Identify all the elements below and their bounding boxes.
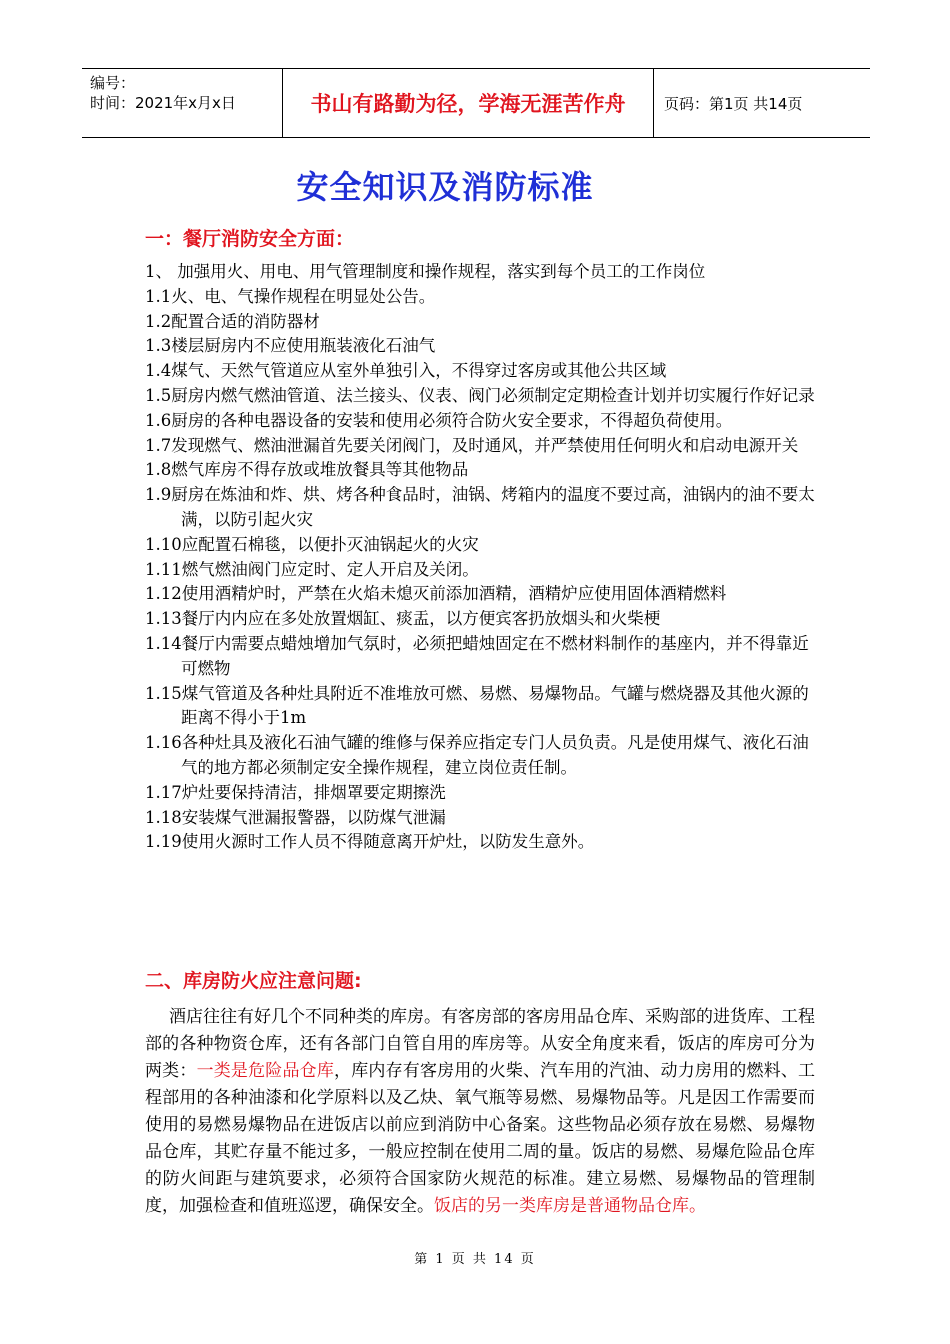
list-item: 1.3楼层厨房内不应使用瓶装液化石油气 [145, 336, 436, 356]
list-item: 1.10应配置石棉毯，以便扑灭油锅起火的火灾 [145, 534, 479, 554]
list-item: 1.8燃气库房不得存放或堆放餐具等其他物品 [145, 460, 469, 480]
paragraph-text: ，库内存有客房用的火柴、汽车用的汽油、动力房用的燃料、工程部用的各种油漆和化学原料以及乙炔、氧气瓶等易燃、易爆物品等。凡是因工作需要而使用的易燃易爆物品在进饭店以前应到消防中心备案。这些物品必须存放在易燃、易爆物品仓库，其贮存量不能过多，一般应控制在使用二周的量。饭店的易燃、易爆危险品仓库的防火间距与建筑要求，必须符合国家防火规范的标准。建立易燃、易爆物品的管理制度，加强检查和值班巡逻，确保安全。 [145, 1061, 816, 1216]
list-item: 1.11燃气燃油阀门应定时、定人开启及关闭。 [145, 559, 479, 579]
storage-paragraph [145, 1004, 815, 1220]
document-number-label: 编号： [90, 74, 136, 92]
list-item: 1.7发现燃气、燃油泄漏首先要关闭阀门，及时通风，并严禁使用任何明火和启动电源开关 [145, 435, 799, 455]
page-footer: 第 1 页 共 14 页 [414, 1252, 536, 1267]
paragraph-text: 酒店往往有好几个不同种类的库房。有客房部的客房用品仓库、采购部的进货库、工程部的各种物资仓库，还有各部门自管自用的库房等。从安全角度来看，饭店的库房可分为两类： [145, 1007, 815, 1081]
list-item: 1.5厨房内燃气燃油管道、法兰接头、仪表、阀门必须制定定期检查计划并切实履行作好记录 [145, 385, 815, 405]
highlight-general-warehouse: 饭店的另一类库房是普通物品仓库。 [434, 1196, 706, 1216]
list-item: 1.9厨房在炼油和炸、烘、烤各种食品时，油锅、烤箱内的温度不要过高，油锅内的油不要太满，以防引起火灾 [145, 485, 815, 529]
list-item: 1.19使用火源时工作人员不得随意离开炉灶，以防发生意外。 [145, 832, 595, 852]
header-meta [82, 69, 282, 137]
restaurant-rules-list [145, 260, 825, 855]
list-item: 1、 加强用火、用电、用气管理制度和操作规程，落实到每个员工的工作岗位 [145, 262, 706, 281]
section-heading-storage: 二、库房防火应注意问题: [145, 970, 362, 992]
document-title: 安全知识及消防标准 [296, 168, 594, 206]
document-time-label: 时间：2021年x月x日 [90, 94, 236, 112]
section-heading-restaurant: 一：餐厅消防安全方面： [145, 228, 355, 250]
list-item: 1.13餐厅内内应在多处放置烟缸、痰盂，以方便宾客扔放烟头和火柴梗 [145, 609, 661, 629]
list-item: 1.17炉灶要保持清洁，排烟罩要定期擦洗 [145, 782, 446, 802]
list-item: 1.1火、电、气操作规程在明显处公告。 [145, 286, 436, 306]
list-item: 1.6厨房的各种电器设备的安装和使用必须符合防火安全要求，不得超负荷使用。 [145, 410, 733, 430]
highlight-hazard-warehouse: 一类是危险品仓库 [196, 1061, 335, 1081]
list-item: 1.14餐厅内需要点蜡烛增加气氛时，必须把蜡烛固定在不燃材料制作的基座内，并不得靠近可燃物 [145, 633, 809, 678]
list-item: 1.18安装煤气泄漏报警器，以防煤气泄漏 [145, 807, 446, 827]
list-item: 1.15煤气管道及各种灶具附近不准堆放可燃、易燃、易爆物品。气罐与燃烧器及其他火源的距离不得小于1m [145, 683, 809, 728]
list-item: 1.12使用酒精炉时，严禁在火焰未熄灭前添加酒精，酒精炉应使用固体酒精燃料 [145, 584, 727, 604]
header-page-label: 页码：第1页 共14页 [664, 94, 803, 113]
list-item: 1.4煤气、天然气管道应从室外单独引入，不得穿过客房或其他公共区域 [145, 361, 667, 381]
list-item: 1.16各种灶具及液化石油气罐的维修与保养应指定专门人员负责。凡是使用煤气、液化石油气的地方都必须制定安全操作规程，建立岗位责任制。 [145, 733, 809, 777]
page-header [82, 68, 870, 138]
list-item: 1.2配置合适的消防器材 [145, 311, 320, 331]
header-motto: 书山有路勤为径，学海无涯苦作舟 [282, 69, 654, 137]
